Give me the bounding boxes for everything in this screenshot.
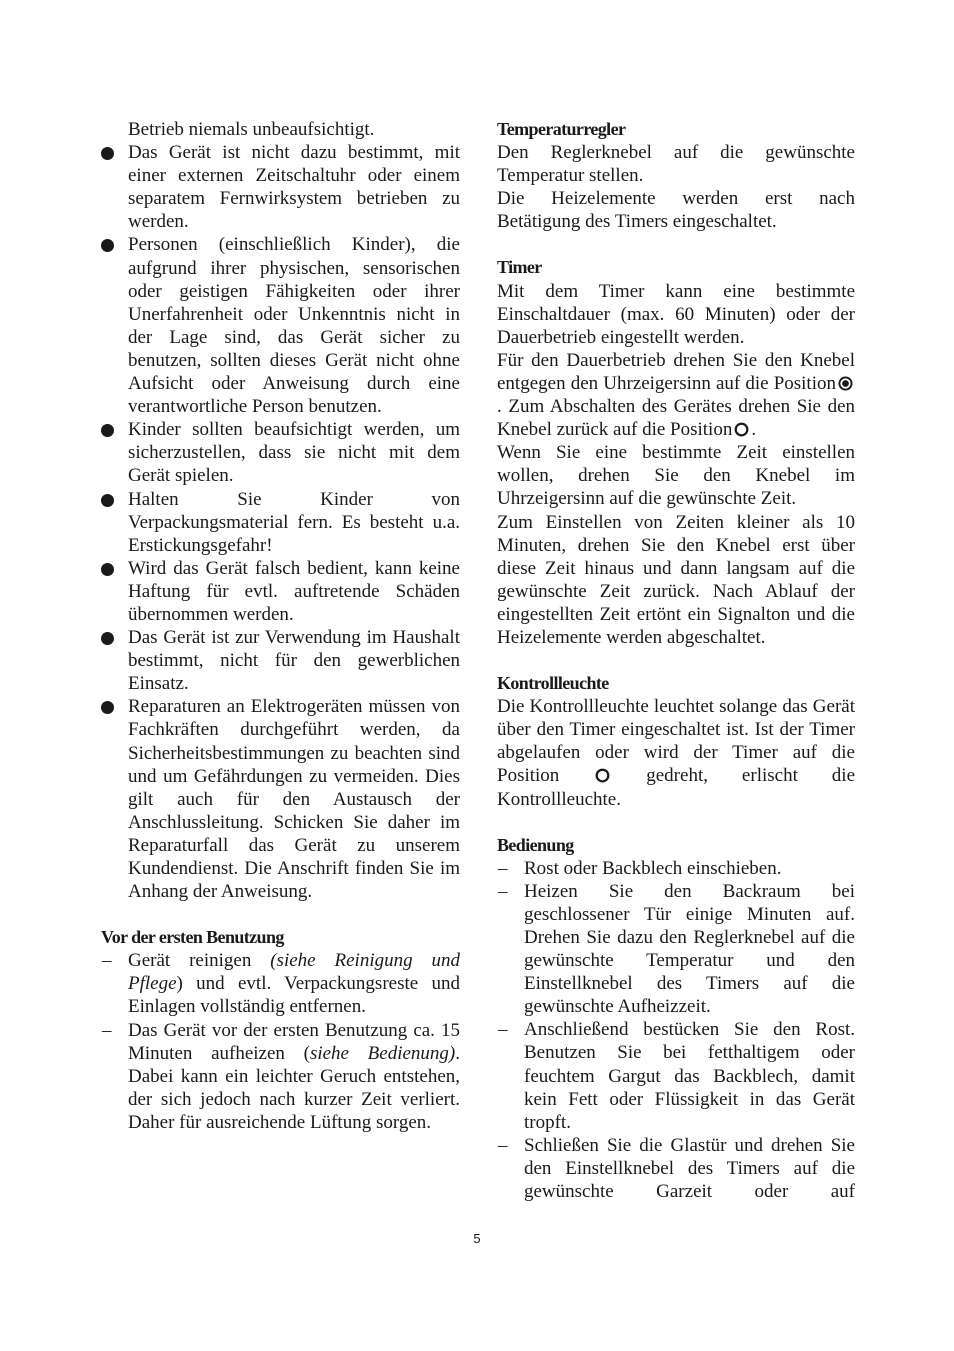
- paragraph: Für den Dauerbetrieb drehen Sie den Knebel entgegen den Uhrzeigersinn auf die Position. Zum Abschalten des Gerätes drehen Sie den Knebel zurück auf die Position .: [497, 349, 855, 441]
- operation-item: – Schließen Sie die Glastür und drehen Sie den Einstellknebel des Timers auf die gewünschte Garzeit oder auf: [498, 1134, 855, 1203]
- ring-icon: [734, 422, 749, 437]
- bullet-icon: [101, 424, 114, 437]
- first-use-item: – Das Gerät vor der ersten Benutzung ca. 15 Minuten aufheizen (siehe Bedienung). Dabei kann ein leichter Geruch entstehen, der sich jedoch nach kurzer Zeit verliert. Daher für ausreichende Lüftung sorgen.: [102, 1019, 460, 1133]
- bullet-icon: [101, 701, 114, 714]
- safety-bullet: Kinder sollten beaufsichtigt werden, um sicherzustellen, dass sie nicht mit dem Gerät spielen.: [101, 418, 460, 487]
- section-heading-operation: Bedienung: [497, 834, 574, 855]
- section-heading-timer: Timer: [497, 257, 542, 278]
- bullet-icon: [101, 494, 114, 507]
- safety-bullet: Reparaturen an Elektrogeräten müssen von Fachkräften durchgeführt werden, da Sicherheitsbestimmungen zu beachten sind und um Gefährdungen zu vermeiden. Dies gilt auch für den Austausch der Anschlussleitung. Schicken Sie daher im Reparaturfall das Gerät zu unserem Kundendienst. Die Anschrift finden Sie im Anhang der Anweisung.: [101, 695, 460, 903]
- safety-bullet: Das Gerät ist zur Verwendung im Haushalt bestimmt, nicht für den gewerblichen Einsatz.: [101, 626, 460, 695]
- bullet-icon: [101, 147, 114, 160]
- paragraph: Die Kontrollleuchte leuchtet solange das Gerät über den Timer eingeschaltet ist. Ist der Timer abgelaufen oder wird der Timer auf die Position gedreht, erlischt die Kontrollleuchte.: [497, 696, 856, 810]
- dash-icon: –: [498, 880, 508, 902]
- operation-item: – Rost oder Backblech einschieben.: [498, 857, 782, 879]
- safety-bullet: Wird das Gerät falsch bedient, kann keine Haftung für evtl. auftretende Schäden übernommen werden.: [101, 557, 460, 626]
- section-heading-first-use: Vor der ersten Benutzung: [101, 927, 284, 948]
- paragraph: Wenn Sie eine bestimmte Zeit einstellen wollen, drehen Sie den Knebel im Uhrzeigersinn auf die gewünschte Zeit.: [497, 442, 855, 510]
- dash-icon: –: [498, 1019, 508, 1041]
- first-use-item: – Gerät reinigen (siehe Reinigung und Pflege) und evtl. Verpackungsreste und Einlagen vollständig entfernen.: [102, 950, 460, 1018]
- operation-item: – Heizen Sie den Backraum bei geschlossener Tür einige Minuten auf. Drehen Sie dazu den Reglerknebel auf die gewünschte Temperatur und den Einstellknebel des Timers auf die gewünschte Aufheizzeit.: [498, 880, 855, 1018]
- dash-icon: –: [102, 1019, 112, 1041]
- paragraph: Mit dem Timer kann eine bestimmte Einschaltdauer (max. 60 Minuten) oder der Dauerbetrieb eingestellt werden.: [497, 280, 855, 348]
- safety-bullet: Personen (einschließlich Kinder), die aufgrund ihrer physischen, sensorischen oder geistigen Fähigkeiten oder ihrer Unerfahrenheit oder Unkenntnis nicht in der Lage sind, das Gerät sicher zu benutzen, sollten dieses Gerät nicht ohne Aufsicht oder Anweisung durch eine verantwortliche Person benutzen.: [101, 233, 460, 418]
- continuation-text: Betrieb niemals unbeaufsichtigt.: [128, 119, 375, 140]
- operation-item: – Anschließend bestücken Sie den Rost. Benutzen Sie bei fetthaltigem oder feuchtem Gargut das Backblech, damit kein Fett oder Flüssigkeit in das Gerät tropft.: [498, 1019, 855, 1133]
- safety-bullet: Halten Sie Kinder von Verpackungsmaterial fern. Es besteht u.a. Erstickungsgefahr!: [101, 488, 460, 557]
- paragraph: Zum Einstellen von Zeiten kleiner als 10 Minuten, drehen Sie den Knebel erst über diese Zeit hinaus und dann langsam auf die gewünschte Zeit zurück. Nach Ablauf der eingestellten Zeit ertönt ein Signalton und die Heizelemente werden abgeschaltet.: [497, 511, 855, 648]
- paragraph: Den Reglerknebel auf die gewünschte Temperatur stellen.: [497, 142, 855, 187]
- section-heading-control-lamp: Kontrollleuchte: [497, 673, 609, 694]
- filled-circle-in-ring-icon: [838, 376, 853, 391]
- dash-icon: –: [498, 857, 508, 879]
- section-heading-temperature: Temperaturregler: [497, 119, 626, 139]
- left-column: [101, 118, 460, 1134]
- bullet-icon: [101, 632, 114, 645]
- bullet-icon: [101, 239, 114, 252]
- dash-icon: –: [102, 950, 112, 972]
- bullet-icon: [101, 563, 114, 576]
- right-column: [497, 118, 855, 1203]
- paragraph: Die Heizelemente werden erst nach Betätigung des Timers eingeschaltet.: [497, 188, 855, 233]
- dash-icon: –: [498, 1134, 508, 1156]
- page-number: 5: [473, 1231, 481, 1246]
- ring-icon: [595, 768, 610, 783]
- safety-bullet: Das Gerät ist nicht dazu bestimmt, mit einer externen Zeitschaltuhr oder einem separatem Fernwirksystem betrieben zu werden.: [101, 141, 460, 233]
